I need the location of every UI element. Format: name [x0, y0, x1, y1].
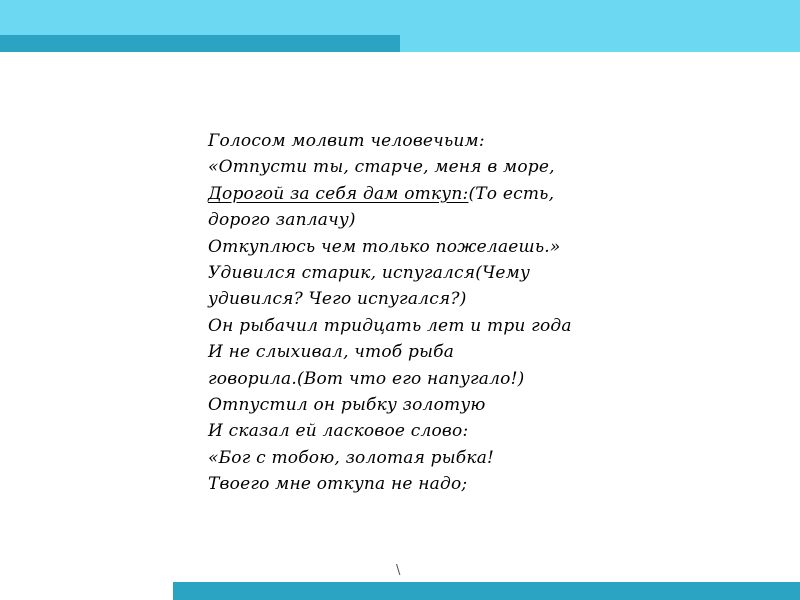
poem-line: Голосом молвит человечьим:	[208, 131, 485, 151]
poem-line: «Отпусти ты, старче, меня в море,	[208, 157, 555, 178]
bottom-decorative-band	[173, 582, 800, 600]
poem-line: Удивился старик, испугался(Чему	[208, 263, 531, 284]
footer-mark: \	[396, 563, 401, 578]
poem-line: Отпустил он рыбку золотую	[208, 395, 486, 416]
poem-line: Твоего мне откупа не надо;	[208, 474, 468, 495]
poem-line: И сказал ей ласковое слово:	[208, 421, 469, 442]
poem-line: Он рыбачил тридцать лет и три года	[208, 315, 572, 336]
poem-line: Откуплюсь чем только пожелаешь.»	[208, 236, 561, 257]
poem-line: говорила.(Вот что его напугало!)	[208, 368, 525, 389]
poem-line	[208, 181, 628, 207]
poem-line-remainder: (То есть,	[468, 183, 555, 204]
poem-line: дорого заплачу)	[208, 210, 356, 231]
poem-line: И не слыхивал, чтоб рыба	[208, 342, 455, 363]
top-accent-band	[0, 35, 400, 52]
poem-line: удивился? Чего испугался?)	[208, 289, 467, 310]
poem-text	[208, 128, 628, 498]
poem-underlined-phrase: Дорогой за себя дам откуп:	[208, 183, 469, 204]
poem-line: «Бог с тобою, золотая рыбка!	[208, 447, 495, 468]
